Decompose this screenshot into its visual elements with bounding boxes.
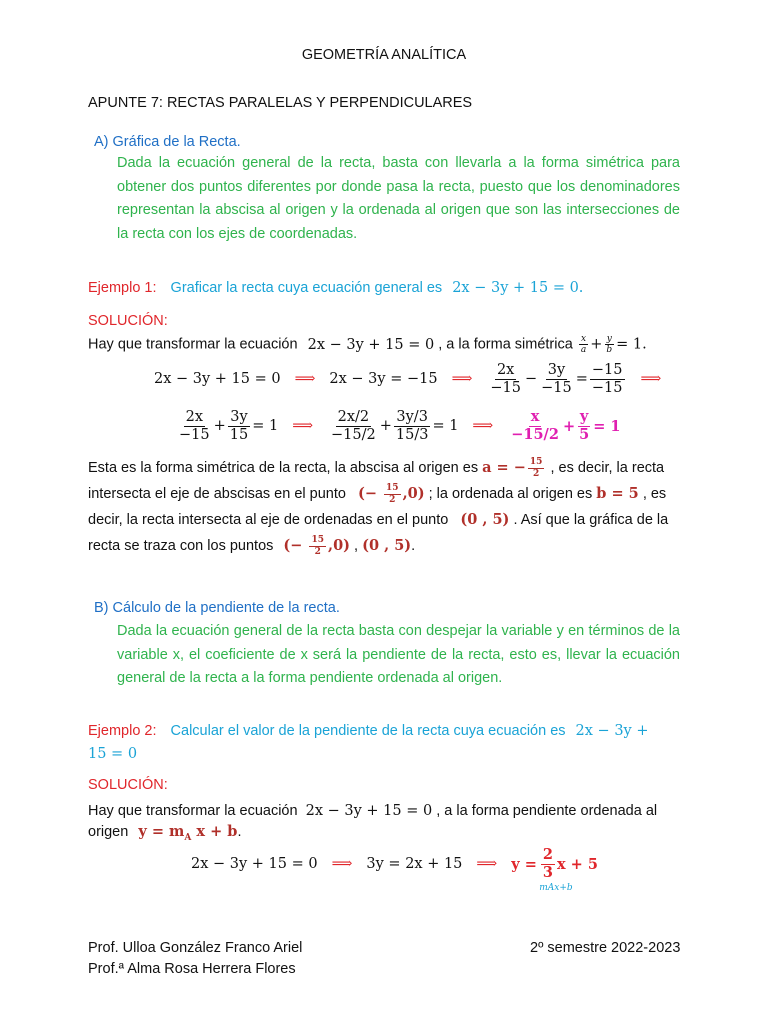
- text: decir, la recta intersecta al eje de ordenadas en el punto: [88, 512, 449, 528]
- equation-general: 2x − 3y + 15 = 0: [191, 856, 318, 872]
- fraction-compound-y: $\frac{3y/3}{15/3}$: [395, 408, 429, 443]
- solucion-1-label: SOLUCIÓN:: [88, 313, 168, 329]
- slope-result: y = $\frac{2}{3}$ x + 5 mAx+b: [511, 845, 598, 893]
- implies-arrow: ⟹: [476, 856, 498, 872]
- text: intersecta el eje de abscisas en el punto: [88, 486, 346, 502]
- equation-general: 2x − 3y + 15 = 0: [154, 371, 281, 387]
- footer-prof-2: Prof.ª Alma Rosa Herrera Flores: [88, 961, 296, 977]
- text: Esta es la forma simétrica de la recta, la abscisa al origen es: [88, 460, 479, 476]
- implies-arrow: ⟹: [292, 418, 313, 434]
- text: origen: [88, 824, 129, 840]
- ejemplo-1: [88, 280, 583, 296]
- text: , es decir, la recta: [550, 460, 665, 476]
- intro-text: Hay que transformar la ecuación: [88, 336, 298, 353]
- paragraph-line-4: recta se traza con los puntos (− $\frac{15}{2}$ ,0) , (0 , 5).: [88, 535, 416, 557]
- section-a-body: Dada la ecuación general de la recta, basta con llevarla a la forma simétrica para obtener dos puntos diferentes por donde pasa la recta, puesto que los denominadores representan la abscisa al origen y la ordenada al origen que son las intersecciones de la recta con los ejes de coordenadas.: [117, 155, 680, 242]
- point-ordinate: (0 , 5): [460, 511, 510, 528]
- point-1: (− $\frac{15}{2}$ ,0): [283, 535, 351, 557]
- abscissa-value: a = −: [482, 459, 526, 476]
- paragraph-line-2: [88, 481, 682, 507]
- fraction-3y: $\frac{3y}{-15}$: [541, 361, 572, 396]
- fraction-2x-15: $\frac{2x}{-15}$: [179, 408, 210, 443]
- section-b-heading: B) Cálculo de la pendiente de la recta.: [94, 600, 340, 616]
- result-tail: x + 5: [556, 855, 598, 873]
- text: , a la forma pendiente ordenada al: [436, 803, 658, 819]
- math-line-3: [191, 842, 598, 893]
- text: recta se traza con los puntos: [88, 538, 274, 554]
- paragraph-line-3: [88, 507, 682, 533]
- result-y: y =: [511, 855, 537, 873]
- text: , es: [642, 486, 667, 502]
- ejemplo-1-text: Graficar la recta cuya ecuación general es: [170, 280, 443, 296]
- paragraph-line-1: [88, 455, 682, 481]
- document-title: GEOMETRÍA ANALÍTICA: [301, 47, 467, 63]
- intro-text-b: , a la forma simétrica: [438, 336, 573, 353]
- ejemplo-2-label: Ejemplo 2:: [88, 723, 157, 739]
- ejemplo-1-label: Ejemplo 1:: [88, 280, 157, 296]
- ejemplo-1-equation: 2x − 3y + 15 = 0.: [452, 280, 584, 296]
- slope-form: y = m: [138, 823, 185, 840]
- solucion-1-intro: Hay que transformar la ecuación 2x − 3y + 15 = 0 , a la forma simétrica $\frac{x}{a}$ + $\frac{y}{b}$ = 1.: [88, 334, 647, 356]
- text: .: [411, 538, 416, 554]
- equation-step: 2x − 3y = −15: [329, 371, 438, 387]
- ejemplo-2-equation-part1: 2x − 3y +: [575, 723, 649, 739]
- section-a-heading: A) Gráfica de la Recta.: [94, 134, 241, 150]
- implies-arrow: ⟹: [294, 371, 316, 387]
- fraction-15-2: $\frac{15}{2}$: [529, 457, 543, 479]
- footer-prof-1: Prof. Ulloa González Franco Ariel: [88, 940, 303, 956]
- text: Hay que transformar la ecuación: [88, 803, 298, 819]
- text: . Así que la gráfica de la: [513, 512, 669, 528]
- equation-step: 3y = 2x + 15: [366, 856, 463, 872]
- ejemplo-2-equation-part2: 15 = 0: [88, 746, 138, 762]
- text: ; la ordenada al origen es: [428, 486, 593, 502]
- point-2: (0 , 5): [362, 537, 412, 554]
- ejemplo-2-text: Calcular el valor de la pendiente de la recta cuya ecuación es: [170, 723, 566, 739]
- math-line-1: 2x − 3y + 15 = 0 ⟹ 2x − 3y = −15 ⟹ $\frac{2x}{-15}$ − $\frac{3y}{-15}$ = $\frac{-15}{-15}$ ⟹: [154, 361, 662, 396]
- symmetric-form-result: $\frac{x}{-15/2}$ + $\frac{y}{5}$ = 1: [511, 407, 621, 443]
- solucion-2-intro: [88, 799, 680, 823]
- solucion-2-intro-line-2: origen $y = m_A$ x + b.: [88, 823, 242, 843]
- symmetric-equals: = 1.: [616, 336, 647, 353]
- solucion-1-paragraph: [88, 455, 682, 559]
- slope-subscript: A: [184, 832, 192, 843]
- intro-equation: 2x − 3y + 15 = 0: [307, 336, 435, 353]
- point-abscissa: (− $\frac{15}{2}$ ,0): [357, 483, 425, 505]
- equals-one: = 1: [252, 418, 279, 434]
- equals-one: = 1: [432, 418, 459, 434]
- brace-label: mAx+b: [539, 882, 573, 893]
- implies-arrow: ⟹: [451, 371, 473, 387]
- ejemplo-2: [88, 723, 649, 739]
- section-b-body: Dada la ecuación general de la recta basta con despejar la variable y en términos de la variable x, el coeficiente de x será la pendiente de la recta, esto es, llevar la ecuación general de la recta a la forma pendiente ordenada al origen.: [117, 623, 680, 686]
- apunte-title: APUNTE 7: RECTAS PARALELAS Y PERPENDICULARES: [88, 95, 473, 111]
- fraction-y-b: $\frac{y}{b}$: [606, 334, 613, 356]
- intro-equation: 2x − 3y + 15 = 0: [305, 803, 433, 819]
- ordinate-value: b = 5: [596, 485, 639, 502]
- fraction-compound-x: $\frac{2x/2}{-15/2}$: [331, 408, 376, 443]
- solucion-2-label: SOLUCIÓN:: [88, 777, 168, 793]
- footer-semester: 2º semestre 2022-2023: [530, 940, 681, 956]
- fraction-2x: $\frac{2x}{-15}$: [490, 361, 521, 396]
- math-line-2: $\frac{2x}{-15}$ + $\frac{3y}{15}$ = 1 ⟹ $\frac{2x/2}{-15/2}$ + $\frac{3y/3}{15/3}$ = 1 ⟹ $\frac{x}{-15/2}$ + $\frac{y}{5}$ = 1: [179, 407, 621, 443]
- slope-form-tail: x + b: [196, 823, 238, 840]
- fraction-x-a: $\frac{x}{a}$: [580, 334, 587, 356]
- fraction-minus15: $\frac{-15}{-15}$: [591, 361, 623, 396]
- implies-arrow: ⟹: [640, 371, 662, 387]
- implies-arrow: ⟹: [331, 856, 353, 872]
- fraction-3y-15: $\frac{3y}{15}$: [229, 408, 249, 443]
- implies-arrow: ⟹: [472, 418, 494, 434]
